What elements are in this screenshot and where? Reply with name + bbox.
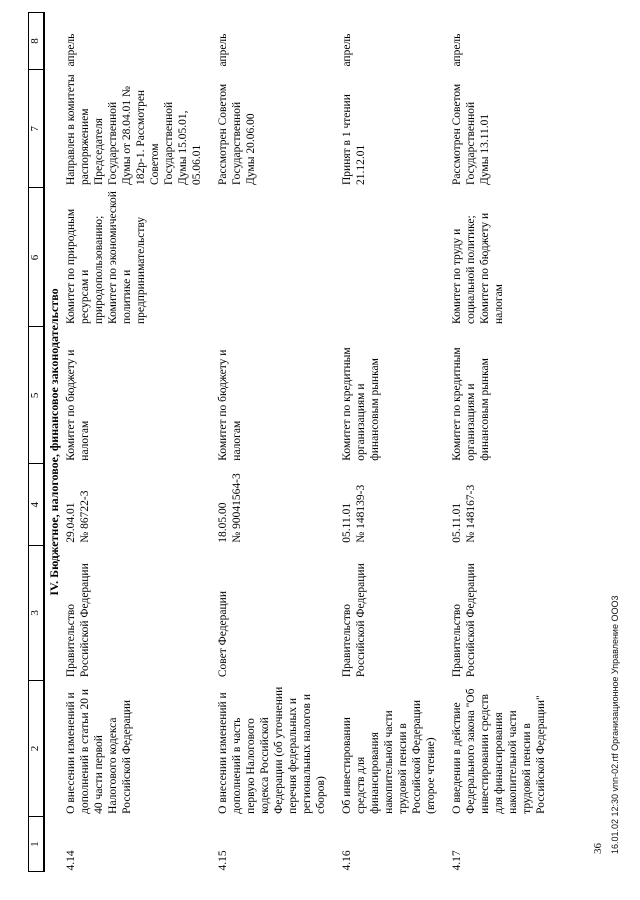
registration: 05.11.01 № 148167-3 — [451, 484, 478, 543]
month: апрель — [216, 33, 229, 67]
row-number: 4.17 — [451, 850, 464, 871]
table-row — [214, 13, 338, 872]
co-committees: Комитет по труду и социальной политике; Комитет по бюджету и налогам — [451, 212, 506, 324]
initiator: Правительство Российской Федерации — [340, 563, 367, 678]
page-number: 36 — [592, 843, 604, 854]
initiator: Правительство Российской Федерации — [451, 563, 478, 678]
column-header: 8 — [29, 13, 45, 70]
status: Принят в 1 чтении 21.12.01 — [340, 94, 367, 185]
co-committees — [338, 188, 448, 327]
legislation-table — [28, 12, 558, 872]
bill-title: О внесении изменений и дополнений в часть первую Налогового кодекса Российской Федерации (об уточнении перечня федеральных и региональных налогов и сборов) — [216, 686, 327, 814]
column-header: 2 — [29, 680, 45, 817]
status: Направлен в комитеты распоряжением Председателя Государственной Думы от 28.04.01 № 182р-1. Рассмотрен Советом Государственной Думы 15.05.01, 05.06.01 — [64, 74, 203, 185]
bill-title: О внесении изменений и дополнений в статьи 20 и 40 части первой Налогового кодекса Российской Федерации — [64, 688, 133, 814]
table-row — [62, 13, 214, 872]
row-number: 4.16 — [340, 850, 353, 871]
month: апрель — [64, 33, 77, 67]
bill-title: О введении в действие Федерального закона "Об инвестировании средств для финансирования накопительной части трудовой пенсии в Российской Федерации" — [451, 688, 548, 814]
row-number: 4.15 — [216, 850, 229, 871]
responsible-committee: Комитет по кредитным организациям и финансовым рынкам — [451, 347, 492, 461]
status: Рассмотрен Советом Государственной Думы 13.11.01 — [451, 83, 492, 185]
column-header: 3 — [29, 546, 45, 680]
section-title: IV. Бюджетное, налоговое, финансовое законодательство — [47, 288, 61, 596]
section-row — [44, 13, 62, 872]
registration: 05.11.01 № 148139-3 — [340, 484, 367, 543]
registration: 18.05.00 № 90041564-3 — [216, 473, 243, 543]
month: апрель — [340, 33, 353, 67]
column-header: 6 — [29, 188, 45, 327]
column-header: 1 — [29, 817, 45, 872]
table-row — [448, 13, 558, 872]
responsible-committee: Комитет по бюджету и налогам — [64, 349, 91, 461]
month: апрель — [451, 33, 464, 67]
bill-title: Об инвестировании средств для финансирования накопительной части трудовой пенсии в Российской Федерации (второе чтение) — [340, 699, 437, 814]
column-number-row — [29, 13, 45, 872]
row-number: 4.14 — [64, 850, 77, 871]
initiator: Совет Федерации — [216, 591, 229, 678]
co-committees — [214, 188, 338, 327]
co-committees: Комитет по природным ресурсам и природопользованию; Комитет по экономической политике и предпринимательству — [64, 191, 147, 324]
responsible-committee: Комитет по бюджету и налогам — [216, 349, 243, 461]
column-header: 5 — [29, 327, 45, 464]
table-row — [338, 13, 448, 872]
initiator: Правительство Российской Федерации — [64, 563, 91, 678]
status: Рассмотрен Советом Государственной Думы 20.06.00 — [216, 83, 257, 185]
footer-text: 16.01.02 12:30 vnn-02.rtf Организационное Управление ООО3 — [610, 595, 620, 854]
responsible-committee: Комитет по кредитным организациям и финансовым рынкам — [340, 347, 381, 461]
registration: 29.04.01 № 86722-3 — [64, 490, 91, 543]
column-header: 7 — [29, 70, 45, 188]
column-header: 4 — [29, 464, 45, 546]
